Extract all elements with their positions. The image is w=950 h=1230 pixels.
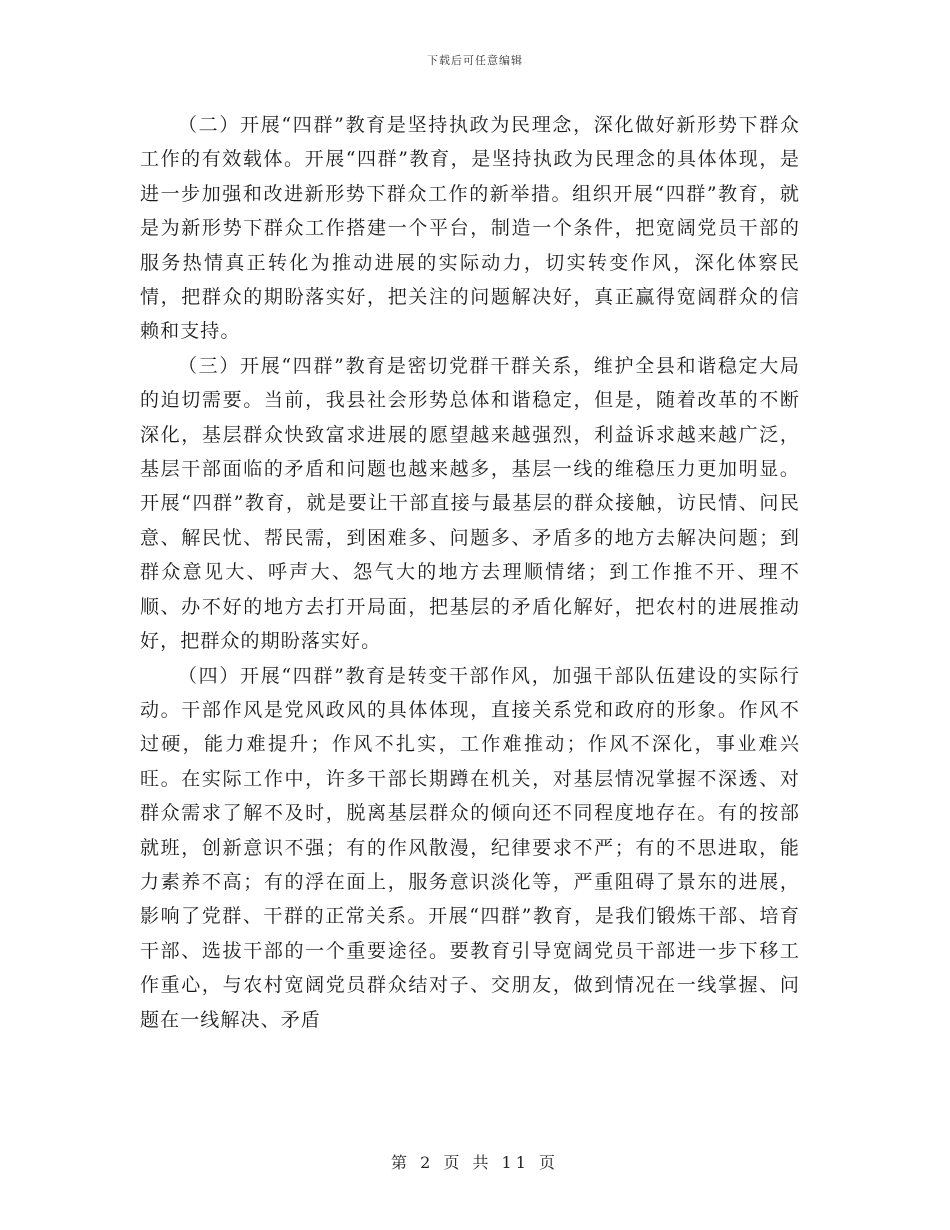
paragraph-section-2: （二）开展“四群”教育是坚持执政为民理念，深化做好新形势下群众工作的有效载体。开展“四群”教育，是坚持执政为民理念的具体体现，是进一步加强和改进新形势下群众工作的新举措。组织开展“四群”教育，就是为新形势下群众工作搭建一个平台，制造一个条件，把宽阔党员干部的服务热情真正转化为推动进展的实际动力，切实转变作风，深化体察民情，把群众的期盼落实好，把关注的问题解决好，真正赢得宽阔群众的信赖和支持。 xyxy=(140,114,800,343)
document-body xyxy=(140,108,800,1037)
page-header: 下载后可任意编辑 xyxy=(427,54,523,67)
page-number-footer: 第 2 页 共 11 页 xyxy=(391,1153,559,1172)
paragraph-section-4: （四）开展“四群”教育是转变干部作风，加强干部队伍建设的实际行动。干部作风是党风政风的具体体现，直接关系党和政府的形象。作风不过硬，能力难提升；作风不扎实，工作难推动；作风不深化，事业难兴旺。在实际工作中，许多干部长期蹲在机关，对基层情况掌握不深透、对群众需求了解不及时，脱离基层群众的倾向还不同程度地存在。有的按部就班，创新意识不强；有的作风散漫，纪律要求不严；有的不思进取，能力素养不高；有的浮在面上，服务意识淡化等，严重阻碍了景东的进展，影响了党群、干群的正常关系。开展“四群”教育，是我们锻炼干部、培育干部、选拔干部的一个重要途径。要教育引导宽阔党员干部进一步下移工作重心，与农村宽阔党员群众结对子、交朋友，做到情况在一线掌握、问题在一线解决、矛盾 xyxy=(140,664,800,1031)
paragraph-section-3: （三）开展“四群”教育是密切党群干群关系，维护全县和谐稳定大局的迫切需要。当前，我县社会形势总体和谐稳定，但是，随着改革的不断深化，基层群众快致富求进展的愿望越来越强烈，利益诉求越来越广泛，基层干部面临的矛盾和问题也越来越多，基层一线的维稳压力更加明显。开展“四群”教育，就是要让干部直接与最基层的群众接触，访民情、问民意、解民忧、帮民需，到困难多、问题多、矛盾多的地方去解决问题；到群众意见大、呼声大、怨气大的地方去理顺情绪；到工作推不开、理不顺、办不好的地方去打开局面，把基层的矛盾化解好，把农村的进展推动好，把群众的期盼落实好。 xyxy=(140,354,800,653)
